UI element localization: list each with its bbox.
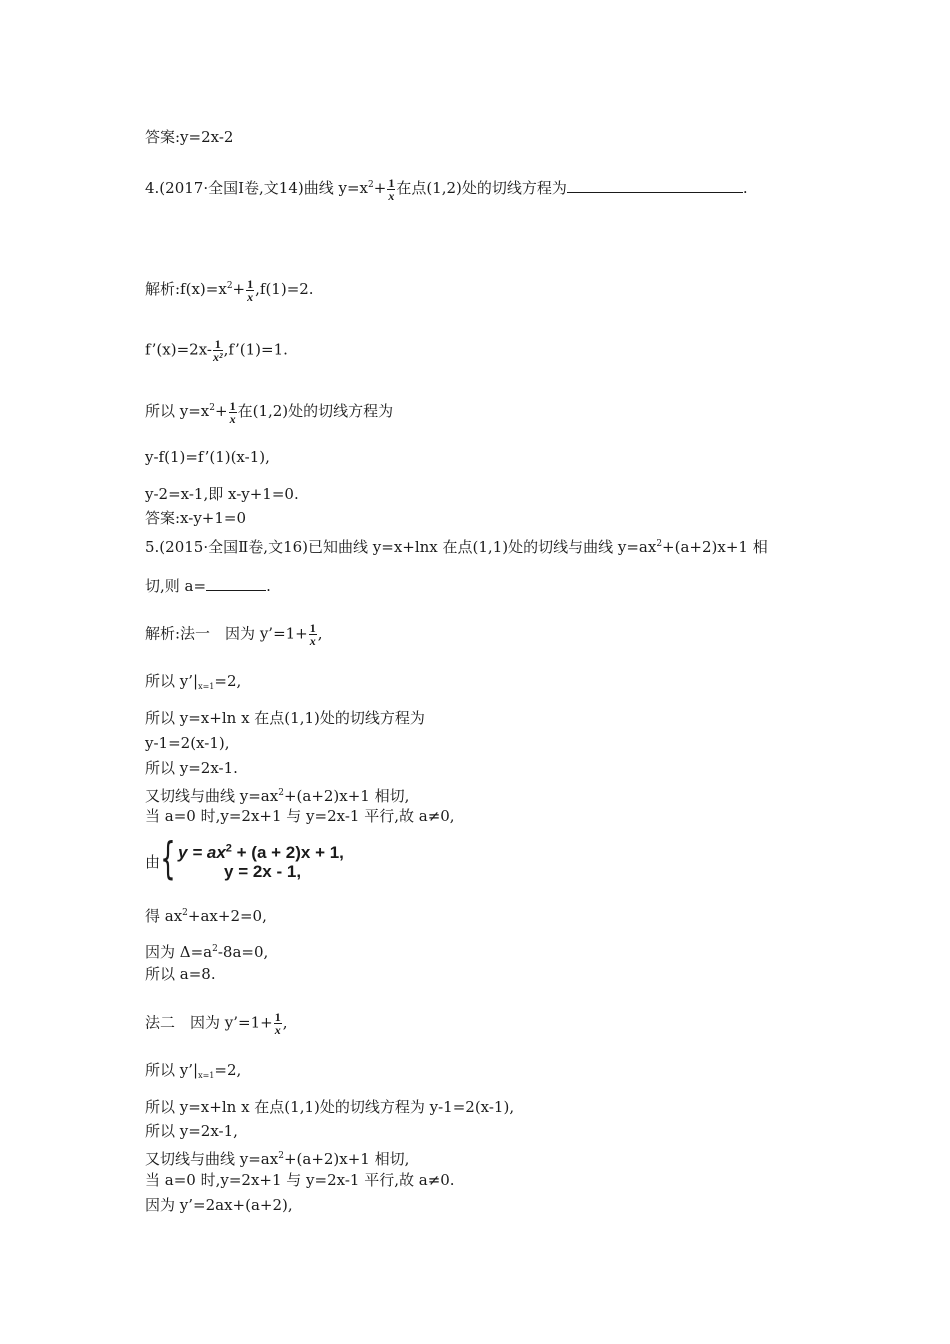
text: , xyxy=(282,1013,288,1032)
fraction-denominator: x xyxy=(229,411,236,426)
fraction-denominator: x xyxy=(388,188,395,203)
left-brace: { xyxy=(160,833,176,884)
method1-line-6 xyxy=(145,783,409,806)
q4-fraction xyxy=(387,177,395,202)
text: + (a + 2)x + 1, xyxy=(231,843,344,862)
text: +(a+2)x+1 相 xyxy=(662,538,768,556)
text: ,f’(1)=1. xyxy=(223,340,288,359)
fraction-denominator: x xyxy=(247,289,254,304)
text: y = xyxy=(178,843,207,862)
fraction-denominator: x² xyxy=(212,350,223,364)
text: + xyxy=(215,402,228,420)
exponent: 2 xyxy=(209,403,216,413)
text: 又切线与曲线 y=ax xyxy=(145,1150,279,1168)
fraction-numerator: 1 xyxy=(214,337,221,351)
fraction-denominator: x xyxy=(274,1023,281,1037)
method2-line-6: 当 a=0 时,y=2x+1 与 y=2x-1 平行,故 a≠0. xyxy=(145,1171,455,1189)
q4-plus: + xyxy=(373,179,387,197)
question-4 xyxy=(145,175,748,202)
question-5-line-2 xyxy=(145,576,271,596)
subscript: x=1 xyxy=(198,682,215,691)
sol4-line-4: y-f(1)=f’(1)(x-1), xyxy=(145,448,270,466)
equation-system xyxy=(145,833,344,884)
fraction xyxy=(274,1011,282,1036)
method1-line-4: y-1=2(x-1), xyxy=(145,734,230,752)
text: . xyxy=(266,577,271,595)
system-equation-1 xyxy=(178,843,344,862)
question-5-line-1 xyxy=(145,534,768,557)
text: =2, xyxy=(214,1061,242,1079)
exponent: 2 xyxy=(226,281,233,291)
method2-line-3: 所以 y=x+ln x 在点(1,1)处的切线方程为 y-1=2(x-1), xyxy=(145,1098,515,1116)
exponent: 2 xyxy=(225,842,232,855)
exponent: 2 xyxy=(182,908,188,918)
subscript: x=1 xyxy=(198,1071,215,1080)
fraction xyxy=(213,338,223,363)
fraction-numerator: 1 xyxy=(309,621,316,635)
text: +(a+2)x+1 相切, xyxy=(283,787,410,805)
fraction-numerator: 1 xyxy=(388,175,395,190)
method2-line-4: 所以 y=2x-1, xyxy=(145,1122,238,1140)
fraction-denominator: x xyxy=(309,634,316,648)
text: 因为 Δ=a xyxy=(145,943,213,961)
system-equation-2: y = 2x - 1, xyxy=(224,862,302,881)
text: 5.(2015·全国Ⅱ卷,文16)已知曲线 y=x+lnx 在点(1,1)处的切线与曲线 y=ax xyxy=(145,538,657,556)
method2-line-7: 因为 y’=2ax+(a+2), xyxy=(145,1196,293,1214)
text: 所以 y’| xyxy=(145,1061,199,1079)
text: +(a+2)x+1 相切, xyxy=(283,1150,410,1168)
fraction xyxy=(309,622,317,647)
sol4-line-2 xyxy=(145,338,288,363)
exponent: 2 xyxy=(212,944,218,954)
exponent: 2 xyxy=(278,788,284,798)
text: +ax+2=0, xyxy=(187,907,267,925)
text: , xyxy=(317,624,323,643)
method1-line-9 xyxy=(145,939,268,962)
exponent: 2 xyxy=(656,539,663,549)
text: -8a=0, xyxy=(217,943,269,961)
q4-exponent: 2 xyxy=(368,180,374,190)
answer-line: 答案:y=2x-2 xyxy=(145,128,234,146)
text: 得 ax xyxy=(145,907,183,925)
answer-blank[interactable] xyxy=(567,178,743,193)
method2-line-1 xyxy=(145,1011,287,1036)
sol4-line-1 xyxy=(145,276,314,303)
text: =2, xyxy=(214,672,242,690)
q4-text-prefix: 4.(2017·全国Ⅰ卷,文14)曲线 y=x xyxy=(145,179,369,197)
fraction-numerator: 1 xyxy=(247,276,254,291)
method1-line-1 xyxy=(145,622,323,647)
method2-line-5 xyxy=(145,1146,409,1169)
text: 在(1,2)处的切线方程为 xyxy=(237,402,394,420)
text: 解析:法一 因为 y’=1+ xyxy=(145,624,308,643)
text: f’(x)=2x- xyxy=(145,340,212,359)
fraction xyxy=(246,278,254,303)
method2-line-2 xyxy=(145,1060,241,1086)
method1-line-10: 所以 a=8. xyxy=(145,965,216,983)
text: 法二 因为 y’=1+ xyxy=(145,1013,273,1032)
sol4-line-5: y-2=x-1,即 x-y+1=0. xyxy=(145,485,299,503)
method1-line-5: 所以 y=2x-1. xyxy=(145,759,238,777)
exponent: 2 xyxy=(278,1151,284,1161)
text: 切,则 a= xyxy=(145,577,207,595)
fraction-numerator: 1 xyxy=(229,398,236,413)
sol4-answer: 答案:x-y+1=0 xyxy=(145,509,247,527)
text: ,f(1)=2. xyxy=(255,280,314,298)
text: ax xyxy=(206,843,226,862)
fraction-numerator: 1 xyxy=(274,1010,281,1024)
q4-text-suffix: 在点(1,2)处的切线方程为 xyxy=(396,179,567,197)
method1-line-2 xyxy=(145,671,241,697)
fraction xyxy=(229,400,237,425)
answer-blank[interactable] xyxy=(206,576,266,591)
q4-end: . xyxy=(742,179,748,197)
text: + xyxy=(232,280,246,298)
method1-line-8 xyxy=(145,903,267,926)
text: 所以 y’| xyxy=(145,672,199,690)
method1-line-3: 所以 y=x+ln x 在点(1,1)处的切线方程为 xyxy=(145,709,425,727)
system-equations xyxy=(178,843,344,881)
sol4-line-3 xyxy=(145,398,393,425)
method1-line-7: 当 a=0 时,y=2x+1 与 y=2x-1 平行,故 a≠0, xyxy=(145,807,455,825)
text: 又切线与曲线 y=ax xyxy=(145,787,279,805)
text: 解析:f(x)=x xyxy=(145,280,227,298)
sys-prefix: 由 xyxy=(145,853,161,871)
text: 所以 y=x xyxy=(145,402,210,420)
